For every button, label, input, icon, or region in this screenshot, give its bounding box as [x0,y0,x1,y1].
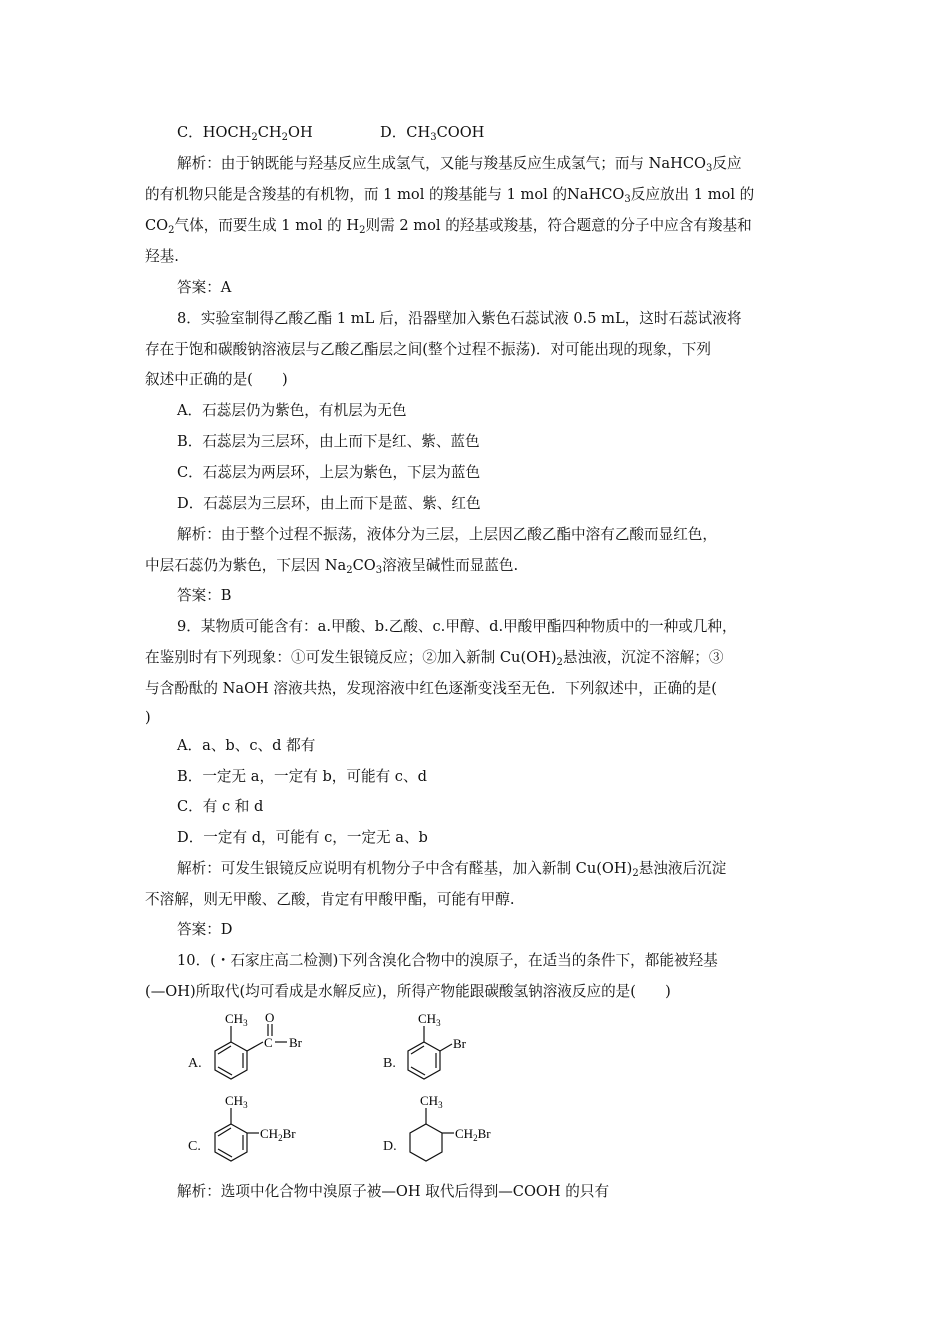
q9-analysis-line2: 不溶解，则无甲酸、乙酸，肯定有甲酸甲酯，可能有甲醇. [145,891,515,908]
svg-text:CH3: $CH_3$ [418,1011,441,1028]
svg-text:CH3: $CH_3$ [225,1093,248,1110]
q9-analysis-line1: 解析：可发生银镜反应说明有机物分子中含有醛基，加入新制 $Cu(OH)_2$悬浊液后沉淀 [177,860,727,879]
svg-text:CH2Br: $CH_2Br$ [260,1126,296,1143]
q9-option-d: D．一定有 d，可能有 c，一定无 a、b [177,829,428,846]
q9-stem-line2: 在鉴别时有下列现象：①可发生银镜反应；②加入新制 $Cu(OH)_2$悬浊液，沉淀不溶解；③ [145,649,724,668]
q7-answer: 答案：A [177,279,232,296]
benzene-ring-b [408,1042,440,1079]
q8-option-c: C．石蕊层为两层环，上层为紫色，下层为蓝色 [177,464,481,481]
svg-text:CH3: $CH_3$ [225,1011,248,1028]
q8-option-d: D．石蕊层为三层环，由上而下是蓝、紫、红色 [177,495,481,512]
svg-text:Br: Br [289,1035,302,1050]
q8-analysis-line2: 中层石蕊仍为紫色，下层因 $Na_2CO_3$溶液呈碱性而显蓝色. [145,557,519,576]
svg-text:Br: Br [453,1036,466,1051]
q10-label-a: A. [188,1056,202,1071]
structure-a-drawing [205,1010,325,1090]
q7-analysis-line2: 的有机物只能是含羧基的有机物，而 1 mol 的羧基能与 1 mol 的NaHCO$_3$反应放出 1 mol 的 [145,186,755,205]
svg-text:C: C [264,1035,273,1050]
q9-stem-line3: 与含酚酞的 NaOH 溶液共热，发现溶液中红色逐渐变浅至无色．下列叙述中，正确的是( [145,680,717,697]
q7-option-c: C．$HOCH_2CH_2OH$ [177,124,313,143]
structure-c [205,1092,335,1172]
q9-option-c: C．有 c 和 d [177,798,264,815]
structure-c-drawing [205,1092,335,1172]
svg-text:O: O [265,1010,275,1025]
q8-answer: 答案：B [177,587,232,604]
q8-analysis-line1: 解析：由于整个过程不振荡，液体分为三层，上层因乙酸乙酯中溶有乙酸而显红色， [177,526,717,543]
structure-d-drawing [400,1092,530,1172]
structure-b [398,1010,498,1090]
q7-option-d: D．$CH_3COOH$ [380,124,485,143]
structure-a [205,1010,325,1090]
q8-stem-line1: 8．实验室制得乙酸乙酯 1 mL 后，沿器壁加入紫色石蕊试液 0.5 mL，这时石蕊试液将 [177,310,742,327]
q8-option-a: A．石蕊层仍为紫色，有机层为无色 [177,402,407,419]
q7-analysis-line1: 解析：由于钠既能与羟基反应生成氢气，又能与羧基反应生成氢气；而与 NaHCO$_3$反应 [177,155,742,174]
q9-stem-line4: ) [145,709,151,726]
q8-stem-line2: 存在于饱和碳酸钠溶液层与乙酸乙酯层之间(整个过程不振荡)．对可能出现的现象，下列 [145,341,711,358]
q10-stem-line1: 10．(・石家庄高二检测)下列含溴化合物中的溴原子，在适当的条件下，都能被羟基 [177,952,718,969]
q10-label-d: D. [383,1139,397,1154]
q8-stem-line3: 叙述中正确的是( ) [145,371,288,388]
svg-text:CH3: $CH_3$ [420,1093,443,1110]
q9-option-a: A．a、b、c、d 都有 [177,737,316,754]
q10-label-c: C. [188,1139,201,1154]
q7-analysis-line4: 羟基. [145,248,179,265]
benzene-ring-c [215,1124,247,1161]
structure-d [400,1092,530,1172]
q9-option-b: B．一定无 a，一定有 b，可能有 c、d [177,768,427,785]
q8-option-b: B．石蕊层为三层环，由上而下是红、紫、蓝色 [177,433,480,450]
q10-analysis: 解析：选项中化合物中溴原子被—OH 取代后得到—COOH 的只有 [177,1183,610,1200]
q9-stem-line1: 9．某物质可能含有：a.甲酸、b.乙酸、c.甲醇、d.甲酸甲酯四种物质中的一种或几种， [177,618,737,635]
svg-text:CH2Br: $CH_2Br$ [455,1126,491,1143]
q9-answer: 答案：D [177,921,233,938]
q7-analysis-line3: $CO_2$气体，而要生成 1 mol 的 $H_2$则需 2 mol 的羟基或羧基，符合题意的分子中应含有羧基和 [145,217,752,236]
structure-b-drawing [398,1010,498,1090]
q10-label-b: B. [383,1056,396,1071]
q10-stem-line2: (—OH)所取代(均可看成是水解反应)，所得产物能跟碳酸氢钠溶液反应的是( ) [145,983,671,1000]
cyclohexane-ring-d [410,1124,442,1161]
benzene-ring-a [215,1042,247,1079]
